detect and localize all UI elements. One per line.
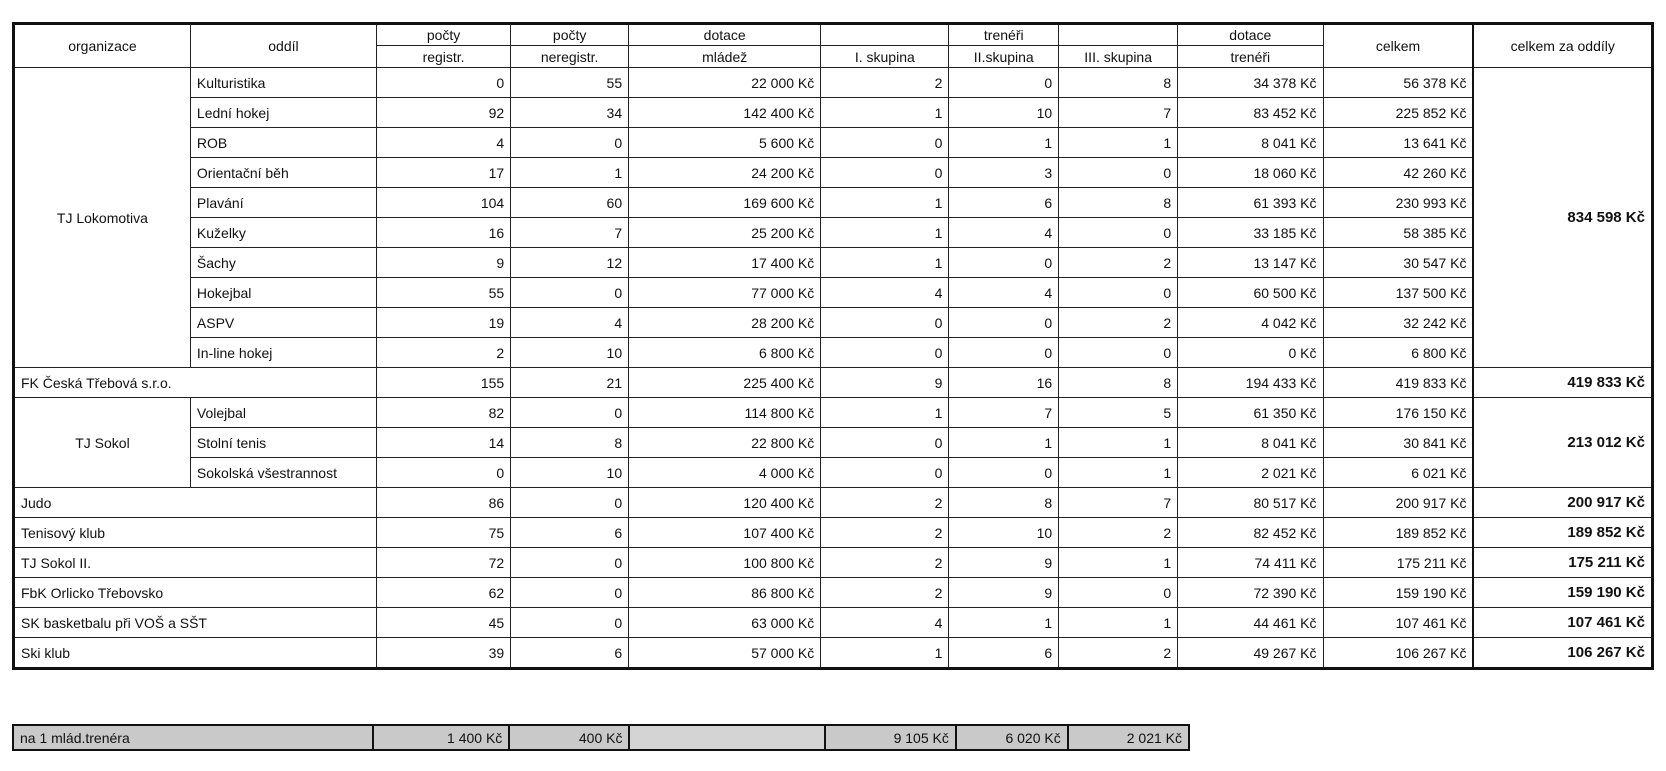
table-row xyxy=(14,188,1653,218)
table-row xyxy=(14,428,1653,458)
s2-cell: 0 xyxy=(949,338,1059,368)
footer-s1: 9 105 Kč xyxy=(825,725,956,750)
s1-cell: 2 xyxy=(821,548,949,578)
header-oddil: oddíl xyxy=(190,24,376,68)
nereg-cell: 10 xyxy=(511,338,629,368)
header-treneri: trenéři xyxy=(949,24,1059,46)
s2-cell: 6 xyxy=(949,188,1059,218)
treneri-cell: 8 041 Kč xyxy=(1178,128,1323,158)
oddil-cell: Šachy xyxy=(190,248,376,278)
table-row xyxy=(14,398,1653,428)
nereg-cell: 7 xyxy=(511,218,629,248)
s1-cell: 2 xyxy=(821,68,949,98)
treneri-cell: 8 041 Kč xyxy=(1178,428,1323,458)
footer-row xyxy=(13,725,1189,750)
table-row xyxy=(14,368,1653,398)
oddil-cell: Kuželky xyxy=(190,218,376,248)
treneri-cell: 49 267 Kč xyxy=(1178,638,1323,669)
header-dotace-treneri-bottom: trenéři xyxy=(1178,46,1323,68)
nereg-cell: 0 xyxy=(511,548,629,578)
s2-cell: 4 xyxy=(949,278,1059,308)
s1-cell: 0 xyxy=(821,458,949,488)
s1-cell: 1 xyxy=(821,248,949,278)
mladez-cell: 114 800 Kč xyxy=(629,398,821,428)
reg-cell: 92 xyxy=(376,98,510,128)
header-celkem: celkem xyxy=(1323,24,1473,68)
reg-cell: 9 xyxy=(376,248,510,278)
treneri-cell: 4 042 Kč xyxy=(1178,308,1323,338)
treneri-cell: 18 060 Kč xyxy=(1178,158,1323,188)
nereg-cell: 1 xyxy=(511,158,629,188)
s1-cell: 0 xyxy=(821,308,949,338)
footer-reg: 1 400 Kč xyxy=(373,725,510,750)
reg-cell: 62 xyxy=(376,578,510,608)
s2-cell: 6 xyxy=(949,638,1059,669)
s2-cell: 0 xyxy=(949,458,1059,488)
mladez-cell: 120 400 Kč xyxy=(629,488,821,518)
header-dotace-mladez-top: dotace xyxy=(629,24,821,46)
total-cell: 200 917 Kč xyxy=(1473,488,1652,518)
s1-cell: 1 xyxy=(821,218,949,248)
s2-cell: 0 xyxy=(949,248,1059,278)
oddil-cell: Stolní tenis xyxy=(190,428,376,458)
celkem-cell: 230 993 Kč xyxy=(1323,188,1473,218)
reg-cell: 0 xyxy=(376,458,510,488)
mladez-cell: 17 400 Kč xyxy=(629,248,821,278)
total-cell: 175 211 Kč xyxy=(1473,548,1652,578)
s3-cell: 1 xyxy=(1059,608,1178,638)
s1-cell: 1 xyxy=(821,638,949,669)
treneri-cell: 80 517 Kč xyxy=(1178,488,1323,518)
reg-cell: 17 xyxy=(376,158,510,188)
oddil-cell: Hokejbal xyxy=(190,278,376,308)
nereg-cell: 0 xyxy=(511,128,629,158)
reg-cell: 39 xyxy=(376,638,510,669)
s1-cell: 9 xyxy=(821,368,949,398)
table-row xyxy=(14,338,1653,368)
s1-cell: 0 xyxy=(821,428,949,458)
mladez-cell: 5 600 Kč xyxy=(629,128,821,158)
s2-cell: 10 xyxy=(949,98,1059,128)
total-cell: 106 267 Kč xyxy=(1473,638,1652,669)
header-pocty-nereg-top: počty xyxy=(511,24,629,46)
footer-nereg: 400 Kč xyxy=(509,725,629,750)
nereg-cell: 0 xyxy=(511,488,629,518)
s3-cell: 8 xyxy=(1059,68,1178,98)
org-cell: FK Česká Třebová s.r.o. xyxy=(14,368,377,398)
org-cell: TJ Lokomotiva xyxy=(14,68,191,368)
total-cell: 189 852 Kč xyxy=(1473,518,1652,548)
footer-label: na 1 mlád.trenéra xyxy=(13,725,373,750)
total-cell: 159 190 Kč xyxy=(1473,578,1652,608)
s2-cell: 1 xyxy=(949,608,1059,638)
total-cell: 213 012 Kč xyxy=(1473,398,1652,488)
mladez-cell: 77 000 Kč xyxy=(629,278,821,308)
s3-cell: 1 xyxy=(1059,458,1178,488)
treneri-cell: 0 Kč xyxy=(1178,338,1323,368)
oddil-cell: Kulturistika xyxy=(190,68,376,98)
s1-cell: 1 xyxy=(821,188,949,218)
mladez-cell: 25 200 Kč xyxy=(629,218,821,248)
nereg-cell: 0 xyxy=(511,398,629,428)
org-cell: TJ Sokol II. xyxy=(14,548,377,578)
header-organizace: organizace xyxy=(14,24,191,68)
reg-cell: 104 xyxy=(376,188,510,218)
s3-cell: 0 xyxy=(1059,218,1178,248)
s2-cell: 0 xyxy=(949,308,1059,338)
mladez-cell: 142 400 Kč xyxy=(629,98,821,128)
nereg-cell: 8 xyxy=(511,428,629,458)
reg-cell: 45 xyxy=(376,608,510,638)
nereg-cell: 12 xyxy=(511,248,629,278)
s1-cell: 4 xyxy=(821,278,949,308)
celkem-cell: 106 267 Kč xyxy=(1323,638,1473,669)
s2-cell: 3 xyxy=(949,158,1059,188)
table-row xyxy=(14,578,1653,608)
reg-cell: 2 xyxy=(376,338,510,368)
nereg-cell: 60 xyxy=(511,188,629,218)
reg-cell: 0 xyxy=(376,68,510,98)
treneri-cell: 61 350 Kč xyxy=(1178,398,1323,428)
s1-cell: 4 xyxy=(821,608,949,638)
mladez-cell: 169 600 Kč xyxy=(629,188,821,218)
treneri-cell: 13 147 Kč xyxy=(1178,248,1323,278)
s2-cell: 8 xyxy=(949,488,1059,518)
treneri-cell: 61 393 Kč xyxy=(1178,188,1323,218)
org-cell: FbK Orlicko Třebovsko xyxy=(14,578,377,608)
mladez-cell: 86 800 Kč xyxy=(629,578,821,608)
celkem-cell: 175 211 Kč xyxy=(1323,548,1473,578)
celkem-cell: 159 190 Kč xyxy=(1323,578,1473,608)
s1-cell: 0 xyxy=(821,158,949,188)
org-cell: Judo xyxy=(14,488,377,518)
celkem-cell: 56 378 Kč xyxy=(1323,68,1473,98)
celkem-cell: 225 852 Kč xyxy=(1323,98,1473,128)
footer-s2: 6 020 Kč xyxy=(956,725,1068,750)
header-skupina-1: I. skupina xyxy=(821,46,949,68)
treneri-cell: 83 452 Kč xyxy=(1178,98,1323,128)
header-pocty-reg-top: počty xyxy=(376,24,510,46)
header-dotace-mladez-bottom: mládež xyxy=(629,46,821,68)
mladez-cell: 107 400 Kč xyxy=(629,518,821,548)
mladez-cell: 24 200 Kč xyxy=(629,158,821,188)
celkem-cell: 6 021 Kč xyxy=(1323,458,1473,488)
celkem-cell: 6 800 Kč xyxy=(1323,338,1473,368)
s3-cell: 2 xyxy=(1059,308,1178,338)
table-row xyxy=(14,308,1653,338)
subsidy-table xyxy=(12,22,1654,670)
celkem-cell: 176 150 Kč xyxy=(1323,398,1473,428)
s3-cell: 2 xyxy=(1059,248,1178,278)
celkem-cell: 30 841 Kč xyxy=(1323,428,1473,458)
table-row xyxy=(14,458,1653,488)
table-row xyxy=(14,248,1653,278)
nereg-cell: 4 xyxy=(511,308,629,338)
celkem-cell: 13 641 Kč xyxy=(1323,128,1473,158)
celkem-cell: 419 833 Kč xyxy=(1323,368,1473,398)
total-cell: 419 833 Kč xyxy=(1473,368,1652,398)
s3-cell: 0 xyxy=(1059,578,1178,608)
treneri-cell: 44 461 Kč xyxy=(1178,608,1323,638)
s3-cell: 0 xyxy=(1059,158,1178,188)
mladez-cell: 63 000 Kč xyxy=(629,608,821,638)
reg-cell: 55 xyxy=(376,278,510,308)
org-cell: TJ Sokol xyxy=(14,398,191,488)
nereg-cell: 6 xyxy=(511,638,629,669)
treneri-cell: 60 500 Kč xyxy=(1178,278,1323,308)
celkem-cell: 137 500 Kč xyxy=(1323,278,1473,308)
treneri-cell: 72 390 Kč xyxy=(1178,578,1323,608)
table-row xyxy=(14,608,1653,638)
reg-cell: 4 xyxy=(376,128,510,158)
s1-cell: 1 xyxy=(821,98,949,128)
reg-cell: 16 xyxy=(376,218,510,248)
s3-cell: 0 xyxy=(1059,338,1178,368)
s3-cell: 1 xyxy=(1059,128,1178,158)
celkem-cell: 42 260 Kč xyxy=(1323,158,1473,188)
reg-cell: 155 xyxy=(376,368,510,398)
s2-cell: 7 xyxy=(949,398,1059,428)
mladez-cell: 100 800 Kč xyxy=(629,548,821,578)
header-blank-2 xyxy=(1059,24,1178,46)
s1-cell: 2 xyxy=(821,578,949,608)
s2-cell: 1 xyxy=(949,128,1059,158)
total-cell: 107 461 Kč xyxy=(1473,608,1652,638)
s3-cell: 2 xyxy=(1059,638,1178,669)
oddil-cell: ASPV xyxy=(190,308,376,338)
s3-cell: 1 xyxy=(1059,428,1178,458)
nereg-cell: 55 xyxy=(511,68,629,98)
s3-cell: 2 xyxy=(1059,518,1178,548)
oddil-cell: Plavání xyxy=(190,188,376,218)
celkem-cell: 58 385 Kč xyxy=(1323,218,1473,248)
treneri-cell: 2 021 Kč xyxy=(1178,458,1323,488)
total-cell: 834 598 Kč xyxy=(1473,68,1652,368)
s3-cell: 0 xyxy=(1059,278,1178,308)
header-dotace-treneri-top: dotace xyxy=(1178,24,1323,46)
s1-cell: 2 xyxy=(821,488,949,518)
reg-cell: 86 xyxy=(376,488,510,518)
table-row xyxy=(14,548,1653,578)
treneri-cell: 33 185 Kč xyxy=(1178,218,1323,248)
celkem-cell: 32 242 Kč xyxy=(1323,308,1473,338)
celkem-cell: 107 461 Kč xyxy=(1323,608,1473,638)
mladez-cell: 22 000 Kč xyxy=(629,68,821,98)
mladez-cell: 4 000 Kč xyxy=(629,458,821,488)
mladez-cell: 57 000 Kč xyxy=(629,638,821,669)
s3-cell: 8 xyxy=(1059,368,1178,398)
oddil-cell: Orientační běh xyxy=(190,158,376,188)
table-row xyxy=(14,128,1653,158)
table-row xyxy=(14,98,1653,128)
s3-cell: 7 xyxy=(1059,98,1178,128)
s1-cell: 2 xyxy=(821,518,949,548)
org-cell: Tenisový klub xyxy=(14,518,377,548)
table-row xyxy=(14,488,1653,518)
reg-cell: 75 xyxy=(376,518,510,548)
nereg-cell: 10 xyxy=(511,458,629,488)
reg-cell: 19 xyxy=(376,308,510,338)
treneri-cell: 82 452 Kč xyxy=(1178,518,1323,548)
celkem-cell: 30 547 Kč xyxy=(1323,248,1473,278)
mladez-cell: 22 800 Kč xyxy=(629,428,821,458)
org-cell: Ski klub xyxy=(14,638,377,669)
org-cell: SK basketbalu při VOŠ a SŠT xyxy=(14,608,377,638)
table-row xyxy=(14,158,1653,188)
s2-cell: 9 xyxy=(949,578,1059,608)
nereg-cell: 0 xyxy=(511,578,629,608)
oddil-cell: Sokolská všestrannost xyxy=(190,458,376,488)
header-blank-1 xyxy=(821,24,949,46)
s1-cell: 1 xyxy=(821,398,949,428)
s3-cell: 5 xyxy=(1059,398,1178,428)
reg-cell: 72 xyxy=(376,548,510,578)
s3-cell: 7 xyxy=(1059,488,1178,518)
s2-cell: 1 xyxy=(949,428,1059,458)
mladez-cell: 225 400 Kč xyxy=(629,368,821,398)
header-pocty-nereg-bottom: neregistr. xyxy=(511,46,629,68)
s2-cell: 0 xyxy=(949,68,1059,98)
s1-cell: 0 xyxy=(821,128,949,158)
nereg-cell: 0 xyxy=(511,608,629,638)
celkem-cell: 189 852 Kč xyxy=(1323,518,1473,548)
s2-cell: 4 xyxy=(949,218,1059,248)
header-celkem-za-oddily: celkem za oddíly xyxy=(1473,24,1652,68)
treneri-cell: 34 378 Kč xyxy=(1178,68,1323,98)
oddil-cell: ROB xyxy=(190,128,376,158)
s1-cell: 0 xyxy=(821,338,949,368)
s2-cell: 10 xyxy=(949,518,1059,548)
s2-cell: 9 xyxy=(949,548,1059,578)
reg-cell: 14 xyxy=(376,428,510,458)
per-trainer-footer xyxy=(12,724,1190,751)
s3-cell: 8 xyxy=(1059,188,1178,218)
table-row xyxy=(14,218,1653,248)
footer-s3: 2 021 Kč xyxy=(1068,725,1189,750)
header-skupina-2: II.skupina xyxy=(949,46,1059,68)
oddil-cell: Lední hokej xyxy=(190,98,376,128)
treneri-cell: 74 411 Kč xyxy=(1178,548,1323,578)
treneri-cell: 194 433 Kč xyxy=(1178,368,1323,398)
nereg-cell: 6 xyxy=(511,518,629,548)
oddil-cell: In-line hokej xyxy=(190,338,376,368)
table-row xyxy=(14,638,1653,669)
mladez-cell: 6 800 Kč xyxy=(629,338,821,368)
s2-cell: 16 xyxy=(949,368,1059,398)
s3-cell: 1 xyxy=(1059,548,1178,578)
table-row xyxy=(14,68,1653,98)
header-skupina-3: III. skupina xyxy=(1059,46,1178,68)
celkem-cell: 200 917 Kč xyxy=(1323,488,1473,518)
reg-cell: 82 xyxy=(376,398,510,428)
nereg-cell: 0 xyxy=(511,278,629,308)
table-row xyxy=(14,278,1653,308)
nereg-cell: 21 xyxy=(511,368,629,398)
oddil-cell: Volejbal xyxy=(190,398,376,428)
mladez-cell: 28 200 Kč xyxy=(629,308,821,338)
nereg-cell: 34 xyxy=(511,98,629,128)
header-pocty-reg-bottom: registr. xyxy=(376,46,510,68)
table-row xyxy=(14,518,1653,548)
footer-empty xyxy=(629,725,825,750)
